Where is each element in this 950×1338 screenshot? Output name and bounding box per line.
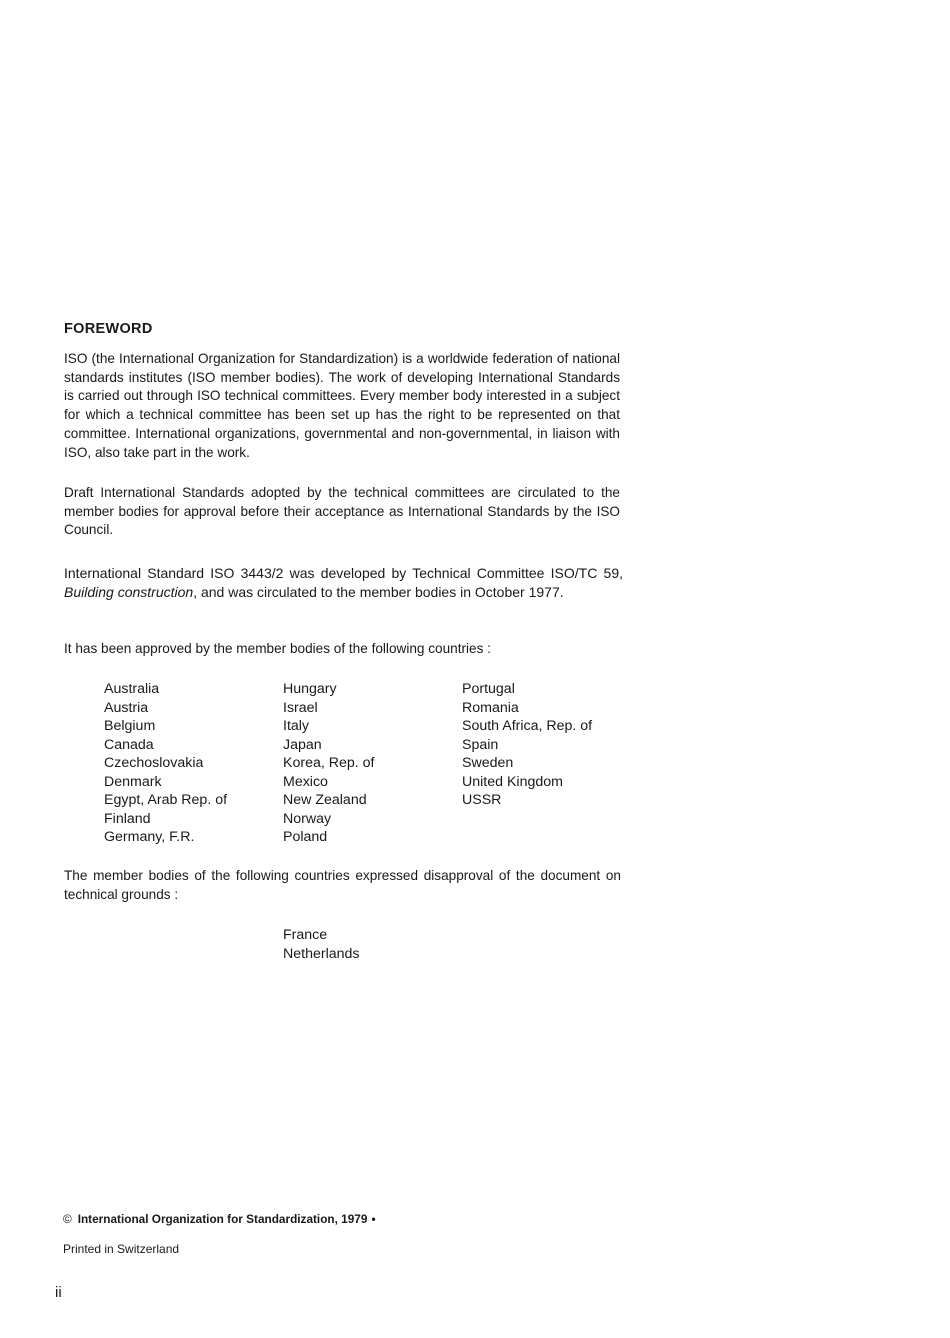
country-item: Spain xyxy=(462,736,499,753)
approving-countries-column-2 xyxy=(283,680,375,847)
country-item: Portugal xyxy=(462,681,515,697)
development-text-start: International Standard ISO 3443/2 was developed by Technical Committee ISO/TC 59, xyxy=(64,565,623,581)
country-item: Germany, F.R. xyxy=(104,829,195,845)
country-item: Czechoslovakia xyxy=(104,755,204,771)
country-item: Italy xyxy=(283,718,310,734)
disapproval-paragraph: The member bodies of the following countries expressed disapproval of the document on technical grounds : xyxy=(64,868,621,902)
country-item: Finland xyxy=(104,810,151,827)
approving-countries-column-3 xyxy=(462,680,592,810)
country-item: Mexico xyxy=(283,773,328,790)
country-item: Romania xyxy=(462,699,519,716)
country-item: France xyxy=(283,927,328,943)
copyright-text: International Organization for Standardization, 1979 xyxy=(77,1212,368,1226)
country-item: Austria xyxy=(104,699,149,716)
draft-standards-paragraph: Draft International Standards adopted by the technical committees are circulated to the member bodies for approval before their acceptance as International Standards by the ISO Council. xyxy=(64,485,620,538)
bullet-icon: • xyxy=(371,1212,376,1226)
country-item: Israel xyxy=(283,699,318,716)
country-item: Netherlands xyxy=(283,945,360,962)
copyright-notice xyxy=(63,1212,376,1226)
country-item: Denmark xyxy=(104,773,162,790)
foreword-heading: FOREWORD xyxy=(64,321,153,337)
printed-location: Printed in Switzerland xyxy=(63,1242,180,1256)
intro-paragraph: ISO (the International Organization for Standardization) is a worldwide federation of national standards institutes (ISO member bodies). The work of developing International Standards is carried out through ISO technical committees. Every member body interested in a subject for which a technical committee has been set up has the right to be represented on that committee. International organizations, governmental and non-governmental, in liaison with ISO, also take part in the work. xyxy=(64,351,620,460)
country-item: Canada xyxy=(104,736,154,753)
approval-paragraph: It has been approved by the member bodies of the following countries : xyxy=(64,641,491,656)
country-item: Sweden xyxy=(462,755,514,771)
development-text-end: , and was circulated to the member bodies in October 1977. xyxy=(193,583,564,600)
development-paragraph xyxy=(64,564,623,601)
country-item: Poland xyxy=(283,829,328,845)
country-item: Egypt, Arab Rep. of xyxy=(104,792,228,808)
approving-countries-column-1 xyxy=(104,680,227,847)
country-item: USSR xyxy=(462,792,502,808)
disapproving-countries-list xyxy=(283,926,360,963)
country-item: New Zealand xyxy=(283,792,367,808)
committee-title: Building construction xyxy=(64,583,194,600)
copyright-symbol: © xyxy=(63,1212,72,1226)
country-item: Japan xyxy=(283,736,322,753)
page-number: ii xyxy=(55,1284,62,1301)
country-item: Norway xyxy=(283,810,332,827)
country-item: Hungary xyxy=(283,681,337,697)
country-item: Belgium xyxy=(104,718,156,734)
country-item: Australia xyxy=(104,681,160,697)
country-item: South Africa, Rep. of xyxy=(462,718,593,734)
country-item: Korea, Rep. of xyxy=(283,755,375,771)
country-item: United Kingdom xyxy=(462,773,563,790)
